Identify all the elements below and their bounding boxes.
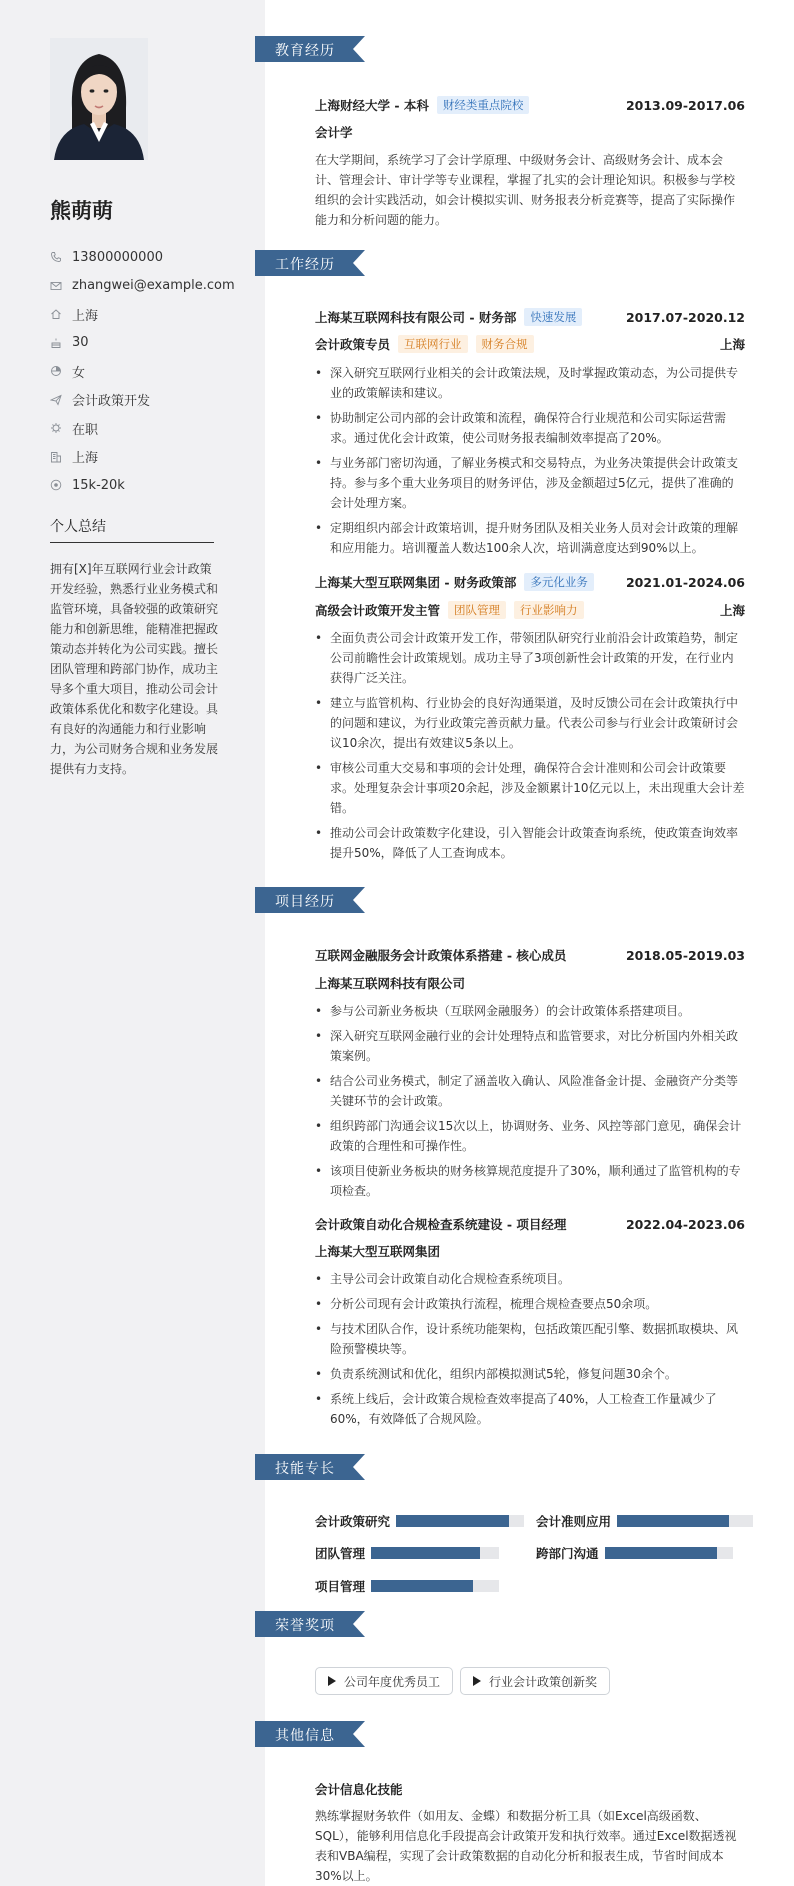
skill-bar bbox=[605, 1547, 733, 1559]
home-icon bbox=[50, 308, 62, 320]
skill-bar-fill bbox=[371, 1547, 480, 1559]
list-item: • 建立与监管机构、行业协会的良好沟通渠道，及时反馈公司在会计政策执行中的问题和建议，为行业政策完善贡献力量。代表公司参与行业会计政策研讨会议10余次，提出有效建议5条以上。 bbox=[315, 693, 745, 753]
role-tag: 行业影响力 bbox=[514, 601, 584, 619]
skill-item bbox=[536, 1544, 733, 1562]
company-tag: 多元化业务 bbox=[524, 573, 594, 591]
section-header-other bbox=[255, 1721, 365, 1747]
education-major-row bbox=[315, 123, 745, 141]
mail-icon bbox=[50, 280, 62, 292]
list-item: • 深入研究互联网行业相关的会计政策法规，及时掌握政策动态，为公司提供专业的政策解读和建议。 bbox=[315, 363, 745, 403]
project-2-bullets bbox=[315, 1269, 745, 1434]
contact-text: 15k-20k bbox=[72, 477, 125, 493]
contact-text: 会计政策开发 bbox=[72, 394, 151, 410]
skill-name: 跨部门沟通 bbox=[536, 1546, 599, 1561]
list-item: • 定期组织内部会计政策培训，提升财务团队及相关业务人员对会计政策的理解和应用能力。培训覆盖人数达100余人次，培训满意度达到90%以上。 bbox=[315, 518, 745, 558]
section-title: 教育经历 bbox=[275, 43, 335, 59]
work-2-header bbox=[315, 573, 745, 591]
work-location: 上海 bbox=[719, 337, 745, 352]
skill-name: 团队管理 bbox=[315, 1546, 366, 1561]
summary-text: 拥有[X]年互联网行业会计政策开发经验，熟悉行业业务模式和监管环境，具备较强的政策研究能力和创新思维，能精准把握政策动态并转化为公司实践。擅长团队管理和跨部门协作，成功主导多个重大项目，推动公司会计政策体系优化和数字化建设。具有良好的沟通能力和行业影响力，为公司财务合规和业务发展提供有力支持。 bbox=[50, 562, 219, 776]
salary-icon bbox=[50, 479, 62, 491]
skill-name: 项目管理 bbox=[315, 1579, 366, 1594]
contact-text: 30 bbox=[72, 335, 89, 351]
age-icon bbox=[50, 337, 62, 349]
contact-gender bbox=[50, 357, 235, 386]
list-item: • 分析公司现有会计政策执行流程，梳理合规检查要点50余项。 bbox=[315, 1294, 745, 1314]
skill-bar bbox=[617, 1515, 753, 1527]
education-header bbox=[315, 96, 745, 114]
list-item: • 全面负责公司会计政策开发工作，带领团队研究行业前沿会计政策趋势，制定公司前瞻性会计政策规划。成功主导了3项创新性会计政策的开发，在行业内获得广泛关注。 bbox=[315, 628, 745, 688]
list-item: • 与技术团队合作，设计系统功能架构，包括政策匹配引擎、数据抓取模块、风险预警模块等。 bbox=[315, 1319, 745, 1359]
section-title: 项目经历 bbox=[275, 894, 335, 910]
list-item: • 结合公司业务模式，制定了涵盖收入确认、风险准备金计提、金融资产分类等关键环节的会计政策。 bbox=[315, 1071, 745, 1111]
role-tag: 团队管理 bbox=[448, 601, 506, 619]
contact-salary bbox=[50, 471, 235, 500]
project-2-org-row bbox=[315, 1242, 745, 1260]
phone-icon bbox=[50, 251, 62, 263]
contact-text: 13800000000 bbox=[72, 249, 163, 265]
play-icon bbox=[473, 1676, 481, 1686]
gender-icon bbox=[50, 365, 62, 377]
education-description: 在大学期间，系统学习了会计学原理、中级财务会计、高级财务会计、成本会计、管理会计、审计学等专业课程，掌握了扎实的会计理论知识。积极参与学校组织的会计实践活动，如会计模拟实训、财务报表分析竞赛等，提高了实际操作能力和分析问题的能力。 bbox=[315, 153, 736, 227]
summary-title: 个人总结 bbox=[50, 519, 106, 535]
project-1-org-row bbox=[315, 974, 745, 992]
work-1-header bbox=[315, 308, 745, 326]
list-item: • 推动公司会计政策数字化建设，引入智能会计政策查询系统，使政策查询效率提升50%，降低了人工查询成本。 bbox=[315, 823, 745, 863]
other-title-row bbox=[315, 1780, 745, 1798]
education-date: 2013.09-2017.06 bbox=[625, 97, 745, 113]
skill-bar-fill bbox=[396, 1515, 509, 1527]
education-major: 会计学 bbox=[315, 125, 353, 140]
award-chip bbox=[315, 1667, 453, 1695]
section-title: 荣誉奖项 bbox=[275, 1618, 335, 1634]
sidebar bbox=[0, 0, 265, 1886]
skill-name: 会计准则应用 bbox=[536, 1514, 612, 1529]
work-2-role-row bbox=[315, 601, 745, 619]
play-icon bbox=[328, 1676, 336, 1686]
contact-phone bbox=[50, 243, 235, 272]
skill-bar-fill bbox=[617, 1515, 729, 1527]
list-item: • 协助制定公司内部的会计政策和流程，确保符合行业规范和公司实际运营需求。通过优化会计政策，使公司财务报表编制效率提高了20%。 bbox=[315, 408, 745, 448]
section-header-skills bbox=[255, 1454, 365, 1480]
project-2-header bbox=[315, 1215, 745, 1233]
contact-status bbox=[50, 414, 235, 443]
job-role: 会计政策专员 bbox=[315, 337, 391, 352]
candidate-name: 熊萌萌 bbox=[50, 199, 113, 223]
contact-text: 上海 bbox=[72, 308, 99, 324]
section-header-honors bbox=[255, 1611, 365, 1637]
job-role: 高级会计政策开发主管 bbox=[315, 603, 441, 618]
list-item: • 组织跨部门沟通会议15次以上，协调财务、业务、风控等部门意见，确保会计政策的合理性和可操作性。 bbox=[315, 1116, 745, 1156]
contact-text: zhangwei@example.com bbox=[72, 278, 235, 294]
project-org: 上海某互联网科技有限公司 bbox=[315, 976, 466, 991]
skill-bar bbox=[371, 1547, 499, 1559]
list-item: • 该项目使新业务板块的财务核算规范度提升了30%，顺利通过了监管机构的专项检查。 bbox=[315, 1161, 745, 1201]
project-title: 会计政策自动化合规检查系统建设 - 项目经理 bbox=[315, 1217, 567, 1232]
list-item: • 参与公司新业务板块（互联网金融服务）的会计政策体系搭建项目。 bbox=[315, 1001, 745, 1021]
award-label: 公司年度优秀员工 bbox=[344, 1674, 441, 1689]
section-header-education bbox=[255, 36, 365, 62]
work-1-role-row bbox=[315, 335, 745, 353]
section-header-projects bbox=[255, 887, 365, 913]
contact-city bbox=[50, 443, 235, 472]
work-location: 上海 bbox=[719, 603, 745, 618]
project-1-bullets bbox=[315, 1001, 745, 1206]
list-item: • 主导公司会计政策自动化合规检查系统项目。 bbox=[315, 1269, 745, 1289]
role-tag: 互联网行业 bbox=[398, 335, 468, 353]
company-name: 上海某大型互联网集团 - 财务政策部 bbox=[315, 575, 517, 590]
list-item: • 负责系统测试和优化，组织内部模拟测试5轮，修复问题30余个。 bbox=[315, 1364, 745, 1384]
contact-hometown bbox=[50, 300, 235, 329]
skill-bar bbox=[371, 1580, 499, 1592]
project-date: 2018.05-2019.03 bbox=[625, 947, 745, 963]
project-org: 上海某大型互联网集团 bbox=[315, 1244, 441, 1259]
work-date: 2021.01-2024.06 bbox=[625, 574, 745, 590]
company-name: 上海某互联网科技有限公司 - 财务部 bbox=[315, 310, 517, 325]
project-1-header bbox=[315, 946, 745, 964]
contact-age bbox=[50, 329, 235, 358]
skill-bar-fill bbox=[371, 1580, 473, 1592]
send-icon bbox=[50, 394, 62, 406]
profile-photo bbox=[50, 38, 148, 160]
list-item: • 审核公司重大交易和事项的会计处理，确保符合会计准则和公司会计政策要求。处理复杂会计事项20余起，涉及金额累计10亿元以上，未出现重大会计差错。 bbox=[315, 758, 745, 818]
company-tag: 快速发展 bbox=[524, 308, 582, 326]
award-chip bbox=[460, 1667, 610, 1695]
award-label: 行业会计政策创新奖 bbox=[489, 1674, 598, 1689]
contact-text: 女 bbox=[72, 365, 86, 381]
skill-bar-fill bbox=[605, 1547, 718, 1559]
section-title: 技能专长 bbox=[275, 1461, 335, 1477]
skill-name: 会计政策研究 bbox=[315, 1514, 391, 1529]
work-1-bullets bbox=[315, 363, 745, 563]
school-tag: 财经类重点院校 bbox=[437, 96, 530, 114]
contact-text: 上海 bbox=[72, 451, 99, 467]
work-date: 2017.07-2020.12 bbox=[625, 309, 745, 325]
contact-text: 在职 bbox=[72, 422, 99, 438]
status-icon bbox=[50, 422, 62, 434]
summary-divider bbox=[50, 542, 214, 543]
role-tag: 财务合规 bbox=[476, 335, 534, 353]
section-header-work bbox=[255, 250, 365, 276]
skill-bar bbox=[396, 1515, 524, 1527]
building-icon bbox=[50, 451, 62, 463]
project-title: 互联网金融服务会计政策体系搭建 - 核心成员 bbox=[315, 948, 567, 963]
contact-email bbox=[50, 272, 235, 301]
skill-item bbox=[315, 1544, 499, 1562]
skill-item bbox=[315, 1512, 524, 1530]
contact-list bbox=[50, 243, 235, 500]
work-2-bullets bbox=[315, 628, 745, 868]
list-item: • 与业务部门密切沟通，了解业务模式和交易特点，为业务决策提供会计政策支持。参与多个重大业务项目的财务评估，涉及金额超过5亿元，提供了准确的会计处理方案。 bbox=[315, 453, 745, 513]
list-item: • 深入研究互联网金融行业的会计处理特点和监管要求，对比分析国内外相关政策案例。 bbox=[315, 1026, 745, 1066]
contact-target-job bbox=[50, 386, 235, 415]
skill-item bbox=[536, 1512, 753, 1530]
section-title: 其他信息 bbox=[275, 1728, 335, 1744]
other-title: 会计信息化技能 bbox=[315, 1782, 403, 1797]
skill-item bbox=[315, 1577, 499, 1595]
project-date: 2022.04-2023.06 bbox=[625, 1216, 745, 1232]
school-name: 上海财经大学 - 本科 bbox=[315, 98, 429, 113]
list-item: • 系统上线后，会计政策合规检查效率提高了40%，人工检查工作量减少了60%，有效降低了合规风险。 bbox=[315, 1389, 745, 1429]
other-description: 熟练掌握财务软件（如用友、金蝶）和数据分析工具（如Excel高级函数、SQL），能够利用信息化手段提高会计政策开发和执行效率。通过Excel数据透视表和VBA编程，实现了会计政策数据的自动化分析和报表生成，节省时间成本30%以上。 bbox=[315, 1809, 737, 1883]
section-title: 工作经历 bbox=[275, 257, 335, 273]
